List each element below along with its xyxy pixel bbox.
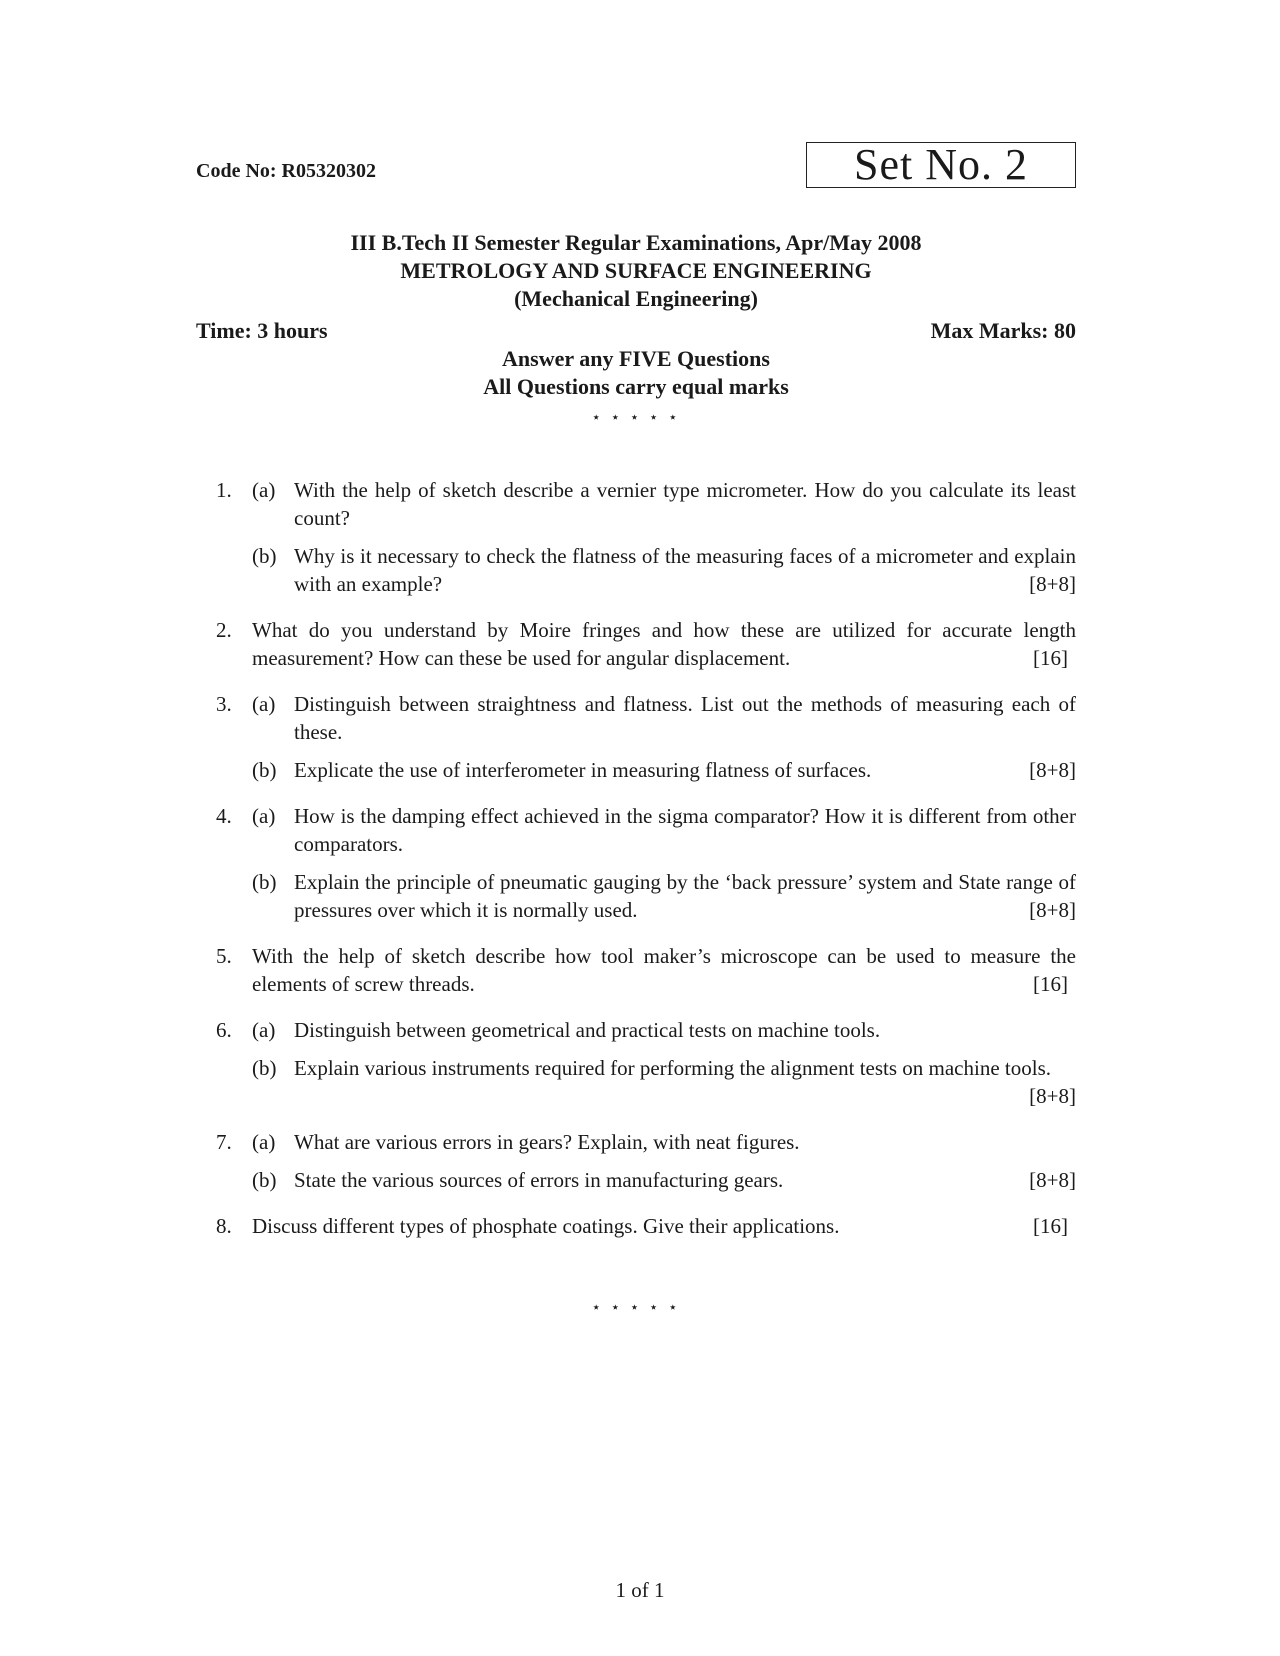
question-part [252, 868, 1076, 924]
question-text: With the help of sketch describe how tool maker’s microscope can be used to measure the elements of screw threads. [252, 944, 1076, 996]
question-item [216, 802, 1076, 924]
part-label: (b) [252, 544, 277, 568]
part-text: Distinguish between straightness and flatness. List out the methods of measuring each of these. [294, 692, 1076, 744]
question-number: 4. [216, 804, 232, 828]
question-number: 7. [216, 1130, 232, 1154]
exam-time: Time: 3 hours [196, 318, 328, 343]
question-body [252, 690, 1076, 784]
end-stars: ⋆ ⋆ ⋆ ⋆ ⋆ [591, 1300, 681, 1316]
subject-title: METROLOGY AND SURFACE ENGINEERING [400, 258, 872, 283]
question-item [216, 476, 1076, 598]
question-part [252, 1016, 1076, 1044]
part-label: (a) [252, 1130, 276, 1154]
question-number: 3. [216, 692, 232, 716]
question-body [252, 616, 1076, 672]
part-text: What are various errors in gears? Explain, with neat figures. [294, 1130, 800, 1154]
part-label: (a) [252, 804, 276, 828]
part-label: (a) [252, 692, 276, 716]
question-number: 2. [216, 618, 232, 642]
question-item [216, 1212, 1076, 1240]
marks-label: [8+8] [1029, 572, 1076, 596]
marks-label: [16] [1033, 972, 1068, 996]
part-label: (b) [252, 870, 277, 894]
branch-title: (Mechanical Engineering) [514, 286, 758, 311]
marks-label: [8+8] [1029, 758, 1076, 782]
question-part [252, 690, 1076, 746]
question-part [252, 542, 1076, 598]
question-body [252, 1128, 1076, 1194]
question-item [216, 690, 1076, 784]
marks-label: [8+8] [1029, 1168, 1076, 1192]
question-part [252, 1166, 1076, 1194]
question-number: 5. [216, 944, 232, 968]
part-text: Distinguish between geometrical and practical tests on machine tools. [294, 1018, 881, 1042]
question-body [252, 802, 1076, 924]
instruction-equal-marks: All Questions carry equal marks [483, 374, 789, 399]
question-text: What do you understand by Moire fringes and how these are utilized for accurate length measurement? How can these be used for angular displacement. [252, 618, 1076, 670]
code-number: Code No: R05320302 [196, 160, 376, 182]
part-text: Explain various instruments required for performing the alignment tests on machine tools. [294, 1056, 1051, 1080]
part-text: Explicate the use of interferometer in measuring flatness of surfaces. [294, 758, 872, 782]
exam-title: III B.Tech II Semester Regular Examinations, Apr/May 2008 [350, 230, 922, 255]
set-number-box: Set No. 2 [806, 142, 1076, 188]
part-text: How is the damping effect achieved in the sigma comparator? How it is different from other comparators. [294, 804, 1076, 856]
part-text: Why is it necessary to check the flatness of the measuring faces of a micrometer and explain with an example? [294, 544, 1076, 596]
question-list [216, 476, 1076, 1258]
question-part [252, 1054, 1076, 1110]
part-text: Explain the principle of pneumatic gauging by the ‘back pressure’ system and State range of pressures over which it is normally used. [294, 870, 1076, 922]
part-label: (b) [252, 1056, 277, 1080]
question-number: 8. [216, 1214, 232, 1238]
question-part [252, 476, 1076, 532]
max-marks: Max Marks: 80 [930, 318, 1076, 343]
question-item [216, 616, 1076, 672]
question-part [252, 1128, 1076, 1156]
question-item [216, 942, 1076, 998]
part-label: (a) [252, 1018, 276, 1042]
part-text: State the various sources of errors in manufacturing gears. [294, 1168, 784, 1192]
part-text: With the help of sketch describe a vernier type micrometer. How do you calculate its least count? [294, 478, 1076, 530]
question-part [252, 802, 1076, 858]
marks-label: [16] [1033, 1214, 1068, 1238]
instruction-answer-five: Answer any FIVE Questions [502, 346, 770, 371]
page-number: 1 of 1 [615, 1578, 665, 1602]
question-body [252, 476, 1076, 598]
question-body [252, 942, 1076, 998]
question-body [252, 1212, 1076, 1240]
question-number: 6. [216, 1018, 232, 1042]
marks-label: [8+8] [1029, 898, 1076, 922]
question-part [252, 756, 1076, 784]
marks-label: [8+8] [1029, 1084, 1076, 1108]
part-label: (b) [252, 758, 277, 782]
marks-label: [16] [1033, 646, 1068, 670]
question-item [216, 1128, 1076, 1194]
part-label: (a) [252, 478, 276, 502]
question-number: 1. [216, 478, 232, 502]
question-text: Discuss different types of phosphate coatings. Give their applications. [252, 1214, 840, 1238]
part-label: (b) [252, 1168, 277, 1192]
header-stars: ⋆ ⋆ ⋆ ⋆ ⋆ [591, 410, 681, 426]
question-body [252, 1016, 1076, 1110]
question-item [216, 1016, 1076, 1110]
